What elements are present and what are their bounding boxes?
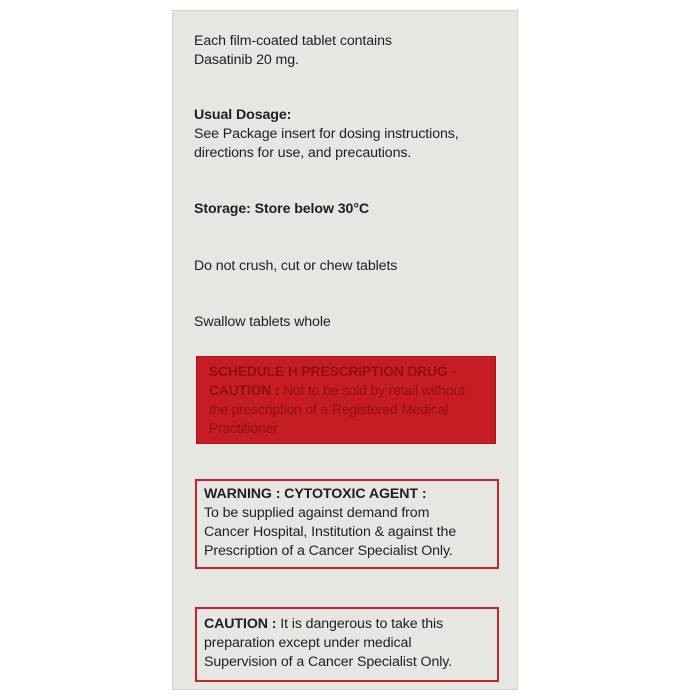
carton-panel	[172, 10, 518, 690]
composition-line-1: Each film-coated tablet contains	[194, 33, 392, 49]
caution-line-1-rest: It is dangerous to take this	[276, 616, 444, 632]
composition-line-2: Dasatinib 20 mg.	[194, 52, 299, 68]
dosage-line-2: directions for use, and precautions.	[194, 145, 412, 161]
dosage-heading: Usual Dosage:	[194, 107, 292, 123]
warning-heading: WARNING : CYTOTOXIC AGENT :	[204, 486, 427, 502]
schedule-h-line-1-rest: Not to be sold by retail without	[279, 383, 465, 398]
caution-label: CAUTION :	[204, 616, 277, 632]
schedule-h-line-3: Practitioner	[209, 421, 278, 436]
warning-line-1: To be supplied against demand from	[204, 505, 430, 521]
warning-line-2: Cancer Hospital, Institution & against the	[204, 524, 457, 540]
schedule-h-line-1	[209, 381, 487, 400]
dosage-line-1: See Package insert for dosing instructions,	[194, 126, 459, 142]
storage-instruction: Storage: Store below 30°C	[194, 201, 370, 217]
crush-warning: Do not crush, cut or chew tablets	[194, 258, 398, 274]
warning-line-3: Prescription of a Cancer Specialist Only.	[204, 543, 453, 559]
caution-box	[195, 607, 499, 682]
schedule-h-text	[209, 362, 487, 438]
caution-line-2: preparation except under medical	[204, 635, 412, 651]
caution-line-3: Supervision of a Cancer Specialist Only.	[204, 654, 453, 670]
swallow-instruction: Swallow tablets whole	[194, 314, 331, 330]
schedule-h-line-2: the prescription of a Registered Medical	[209, 402, 449, 417]
schedule-h-box	[196, 356, 496, 444]
schedule-h-caution-label: CAUTION :	[209, 383, 280, 398]
caution-line-1	[204, 615, 443, 634]
schedule-h-heading: SCHEDULE H PRESCRIPTION DRUG -	[209, 364, 456, 379]
warning-box	[195, 479, 499, 569]
